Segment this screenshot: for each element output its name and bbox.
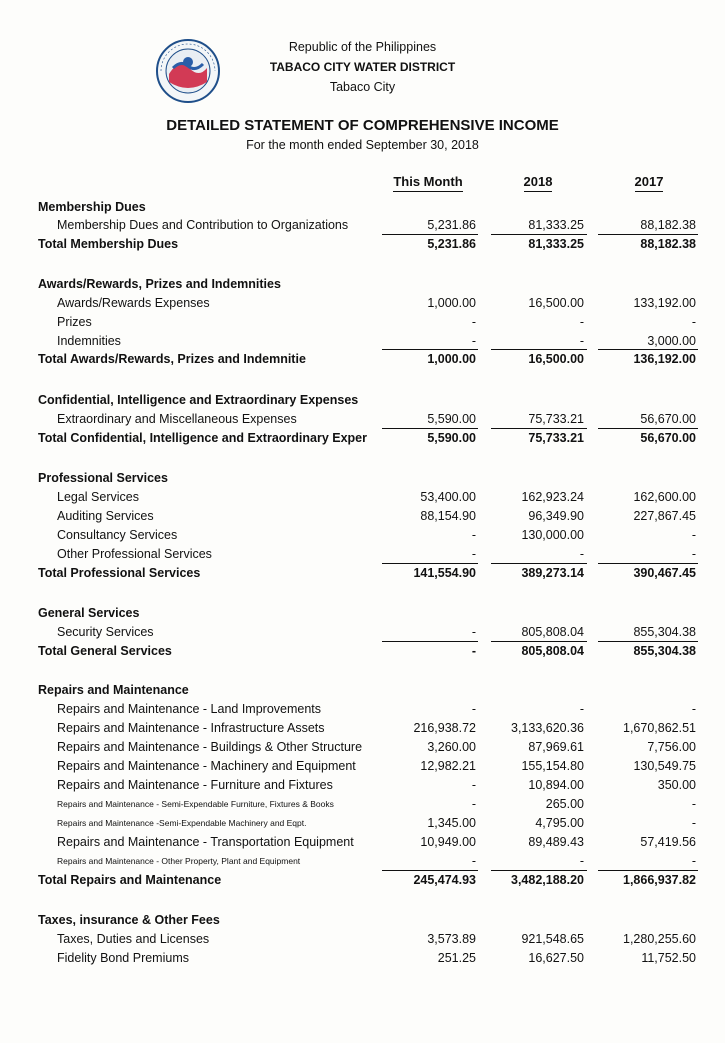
total-rule — [598, 563, 698, 564]
value-v1: 12,982.21 — [420, 759, 476, 773]
republic-line: Republic of the Philippines — [288, 40, 437, 54]
table-row — [0, 507, 725, 526]
table-row — [0, 216, 725, 235]
section-heading — [0, 604, 725, 623]
value-v2: 162,923.24 — [521, 490, 584, 504]
row-label: General Services — [38, 606, 140, 620]
table-row — [0, 719, 725, 738]
value-v3: 855,304.38 — [633, 625, 696, 639]
value-v3: - — [691, 797, 696, 811]
total-rule — [598, 641, 698, 642]
value-v1: 5,590.00 — [427, 412, 476, 426]
section-heading — [0, 911, 725, 930]
row-label: Repairs and Maintenance - Furniture and Fixtures — [57, 778, 333, 792]
value-v1: 5,231.86 — [427, 218, 476, 232]
section-heading — [0, 391, 725, 410]
value-v3: 56,670.00 — [640, 431, 696, 445]
value-v1: 5,231.86 — [427, 237, 476, 251]
value-v2: 3,482,188.20 — [511, 873, 584, 887]
value-v2: - — [579, 315, 584, 329]
total-rule — [598, 349, 698, 350]
value-v1: - — [471, 702, 476, 716]
total-row — [0, 429, 725, 448]
table-row — [0, 757, 725, 776]
row-label: Total Confidential, Intelligence and Extraordinary Exper — [38, 431, 367, 445]
value-v1: - — [471, 797, 476, 811]
total-rule — [382, 234, 478, 235]
table-row — [0, 738, 725, 757]
total-row — [0, 235, 725, 254]
row-label: Membership Dues and Contribution to Organizations — [57, 218, 349, 232]
total-rule — [491, 641, 587, 642]
row-label: Repairs and Maintenance - Buildings & Other Structure — [57, 740, 363, 754]
value-v1: 251.25 — [437, 951, 476, 965]
table-row — [0, 852, 725, 871]
total-row — [0, 642, 725, 661]
value-v3: - — [691, 547, 696, 561]
section-heading — [0, 275, 725, 294]
value-v1: 245,474.93 — [413, 873, 476, 887]
row-label: Indemnities — [57, 334, 121, 348]
row-label: Repairs and Maintenance - Semi-Expendable Furniture, Fixtures & Books — [57, 799, 334, 809]
value-v3: 3,000.00 — [647, 334, 696, 348]
value-v1: 1,000.00 — [427, 296, 476, 310]
row-label: Taxes, Duties and Licenses — [57, 932, 210, 946]
row-label: Security Services — [57, 625, 154, 639]
value-v2: 805,808.04 — [521, 644, 584, 658]
row-label: Repairs and Maintenance - Land Improvements — [57, 702, 322, 716]
report-period: For the month ended September 30, 2018 — [246, 138, 479, 152]
value-v2: 389,273.14 — [521, 566, 584, 580]
value-v1: 1,000.00 — [427, 352, 476, 366]
row-label: Professional Services — [38, 471, 168, 485]
value-v2: 16,627.50 — [528, 951, 584, 965]
value-v3: 227,867.45 — [633, 509, 696, 523]
value-v3: - — [691, 854, 696, 868]
table-row — [0, 410, 725, 429]
value-v3: 350.00 — [657, 778, 696, 792]
value-v3: 1,866,937.82 — [623, 873, 696, 887]
value-v2: 921,548.65 — [521, 932, 584, 946]
total-rule — [491, 234, 587, 235]
value-v2: 265.00 — [545, 797, 584, 811]
total-rule — [382, 563, 478, 564]
value-v2: - — [579, 854, 584, 868]
table-row — [0, 545, 725, 564]
total-rule — [382, 349, 478, 350]
value-v1: - — [471, 334, 476, 348]
section-heading — [0, 198, 725, 217]
value-v1: - — [471, 528, 476, 542]
total-rule — [382, 641, 478, 642]
value-v2: - — [579, 702, 584, 716]
value-v2: 16,500.00 — [528, 352, 584, 366]
value-v1: 216,938.72 — [413, 721, 476, 735]
table-row — [0, 526, 725, 545]
value-v3: - — [691, 315, 696, 329]
value-v2: 155,154.80 — [521, 759, 584, 773]
column-header-2017: 2017 — [600, 174, 698, 192]
row-label: Repairs and Maintenance - Machinery and Equipment — [57, 759, 356, 773]
value-v3: 133,192.00 — [633, 296, 696, 310]
value-v2: 81,333.25 — [528, 218, 584, 232]
column-header-2018: 2018 — [492, 174, 584, 192]
value-v1: - — [471, 778, 476, 792]
value-v3: 136,192.00 — [633, 352, 696, 366]
value-v3: - — [691, 816, 696, 830]
value-v3: - — [691, 528, 696, 542]
value-v2: - — [579, 334, 584, 348]
value-v3: 7,756.00 — [647, 740, 696, 754]
row-label: Awards/Rewards, Prizes and Indemnities — [38, 277, 281, 291]
value-v3: - — [691, 702, 696, 716]
organization-name: TABACO CITY WATER DISTRICT — [269, 60, 456, 74]
table-row — [0, 930, 725, 949]
value-v2: 4,795.00 — [535, 816, 584, 830]
value-v1: 10,949.00 — [420, 835, 476, 849]
table-row — [0, 623, 725, 642]
value-v1: - — [471, 854, 476, 868]
row-label: Total Repairs and Maintenance — [38, 873, 222, 887]
value-v2: 3,133,620.36 — [511, 721, 584, 735]
table-row — [0, 488, 725, 507]
table-row — [0, 700, 725, 719]
value-v1: 1,345.00 — [427, 816, 476, 830]
row-label: Prizes — [57, 315, 92, 329]
value-v3: 88,182.38 — [640, 218, 696, 232]
value-v3: 88,182.38 — [640, 237, 696, 251]
total-rule — [382, 870, 478, 871]
value-v2: 75,733.21 — [528, 431, 584, 445]
value-v2: 87,969.61 — [528, 740, 584, 754]
row-label: Total General Services — [38, 644, 172, 658]
row-label: Legal Services — [57, 490, 139, 504]
row-label: Repairs and Maintenance -Semi-Expendable Machinery and Eqpt. — [57, 818, 307, 828]
value-v2: 96,349.90 — [528, 509, 584, 523]
value-v2: - — [579, 547, 584, 561]
value-v2: 805,808.04 — [521, 625, 584, 639]
value-v3: 11,752.50 — [641, 951, 696, 965]
row-label: Confidential, Intelligence and Extraordinary Expenses — [38, 393, 359, 407]
row-label: Repairs and Maintenance - Other Property, Plant and Equipment — [57, 856, 301, 866]
column-header-this-month: This Month — [382, 174, 474, 192]
value-v1: - — [471, 644, 476, 658]
row-label: Membership Dues — [38, 200, 146, 214]
value-v3: 130,549.75 — [633, 759, 696, 773]
row-label: Fidelity Bond Premiums — [57, 951, 189, 965]
value-v3: 390,467.45 — [633, 566, 696, 580]
table-row — [0, 833, 725, 852]
value-v2: 130,000.00 — [521, 528, 584, 542]
city-line: Tabaco City — [329, 80, 396, 94]
table-row — [0, 294, 725, 313]
report-title: DETAILED STATEMENT OF COMPREHENSIVE INCOME — [166, 117, 559, 134]
row-label: Awards/Rewards Expenses — [57, 296, 210, 310]
total-rule — [491, 563, 587, 564]
row-label: Total Membership Dues — [38, 237, 179, 251]
table-row — [0, 776, 725, 795]
row-label: Total Awards/Rewards, Prizes and Indemnitie — [38, 352, 306, 366]
total-rule — [491, 870, 587, 871]
row-label: Auditing Services — [57, 509, 154, 523]
total-rule — [491, 349, 587, 350]
value-v3: 57,419.56 — [640, 835, 696, 849]
row-label: Repairs and Maintenance - Infrastructure Assets — [57, 721, 325, 735]
row-label: Total Professional Services — [38, 566, 201, 580]
total-rule — [598, 234, 698, 235]
value-v1: 5,590.00 — [427, 431, 476, 445]
value-v1: 3,573.89 — [427, 932, 476, 946]
total-row — [0, 871, 725, 890]
value-v3: 855,304.38 — [633, 644, 696, 658]
value-v2: 16,500.00 — [528, 296, 584, 310]
table-row — [0, 814, 725, 833]
total-rule — [491, 428, 587, 429]
total-rule — [598, 428, 698, 429]
value-v3: 56,670.00 — [640, 412, 696, 426]
value-v2: 75,733.21 — [528, 412, 584, 426]
value-v2: 10,894.00 — [528, 778, 584, 792]
value-v3: 162,600.00 — [633, 490, 696, 504]
row-label: Repairs and Maintenance — [38, 683, 189, 697]
table-row — [0, 795, 725, 814]
value-v1: - — [471, 625, 476, 639]
section-heading — [0, 469, 725, 488]
row-label: Repairs and Maintenance - Transportation Equipment — [57, 835, 354, 849]
value-v1: - — [471, 547, 476, 561]
table-row — [0, 949, 725, 968]
total-row — [0, 564, 725, 583]
row-label: Consultancy Services — [57, 528, 178, 542]
table-row — [0, 313, 725, 332]
value-v3: 1,280,255.60 — [623, 932, 696, 946]
row-label: Taxes, insurance & Other Fees — [38, 913, 220, 927]
value-v1: 141,554.90 — [413, 566, 476, 580]
row-label: Other Professional Services — [57, 547, 212, 561]
value-v1: 53,400.00 — [420, 490, 476, 504]
value-v2: 89,489.43 — [528, 835, 584, 849]
total-rule — [382, 428, 478, 429]
value-v2: 81,333.25 — [528, 237, 584, 251]
section-heading — [0, 681, 725, 700]
value-v3: 1,670,862.51 — [623, 721, 696, 735]
total-row — [0, 350, 725, 369]
row-label: Extraordinary and Miscellaneous Expenses — [57, 412, 297, 426]
value-v1: 88,154.90 — [420, 509, 476, 523]
value-v1: - — [471, 315, 476, 329]
value-v1: 3,260.00 — [427, 740, 476, 754]
total-rule — [598, 870, 698, 871]
